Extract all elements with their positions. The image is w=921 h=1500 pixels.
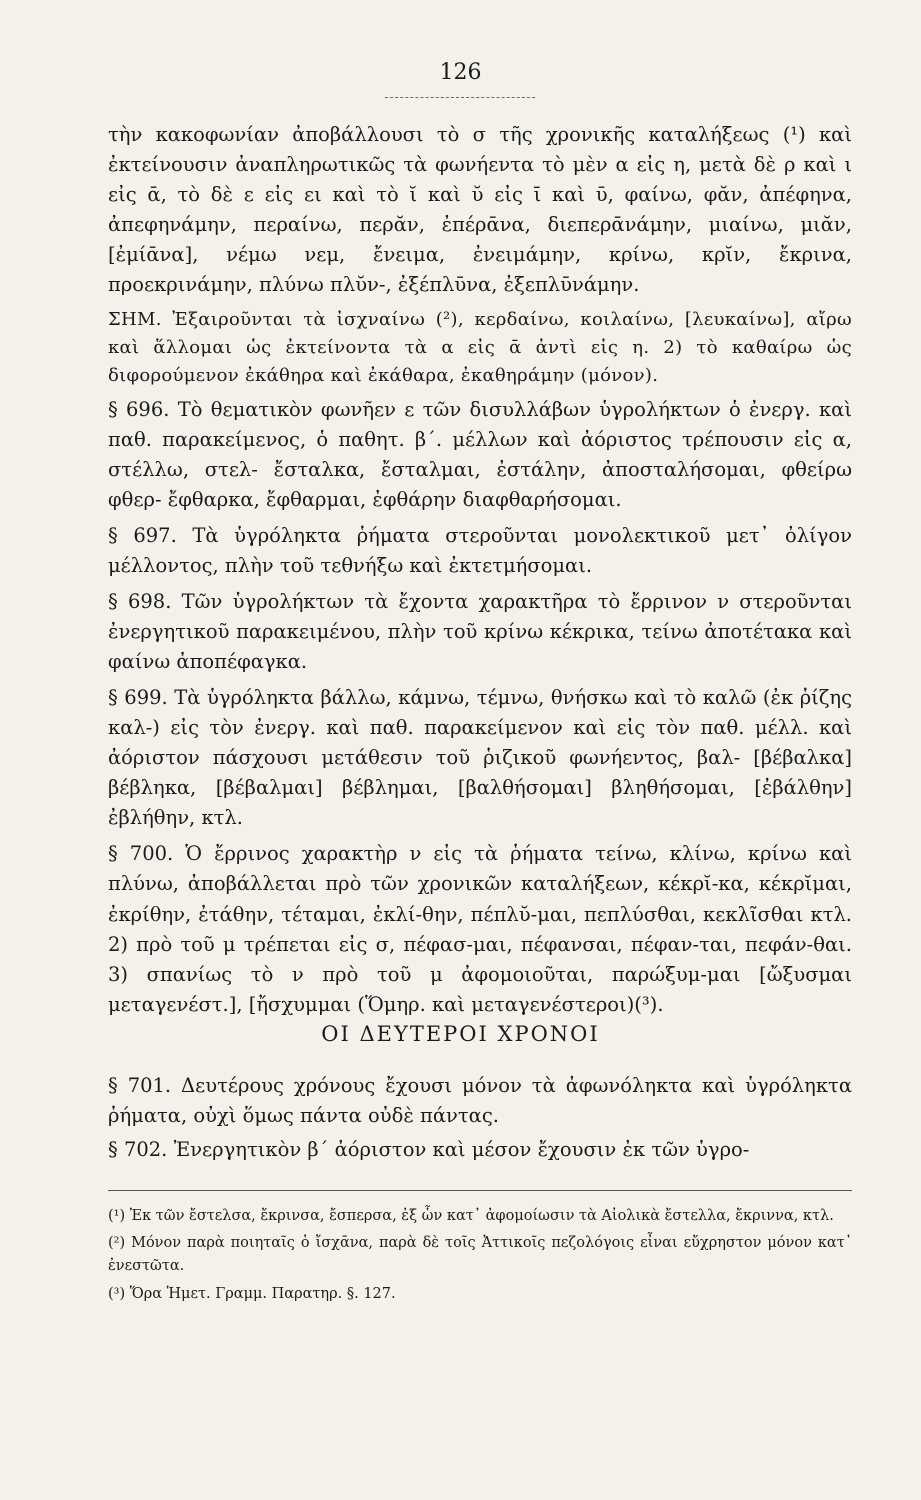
footnotes bbox=[108, 1205, 852, 1310]
header-ornament-rule bbox=[385, 97, 535, 98]
footnote-2: (²) Μόνον παρὰ ποιηταῖς ὁ ἴσχᾱνα, παρὰ δὲ τοῖς Ἀττικοῖς πεζολόγοις εἶναι εὔχρηστον μόνον κατ᾽ ἐνεστῶτα. bbox=[108, 1235, 852, 1275]
paragraph-note: ΣΗΜ. Ἐξαιροῦνται τὰ ἰσχναίνω (²), κερδαίνω, κοιλαίνω, [λευκαίνω], αἴρω καὶ ἅλλομαι ὡς ἐκτείνοντα τὰ α εἰς ᾱ ἀντὶ εἰς η. 2) τὸ καθαίρω ὡς διφορούμενον ἐκάθηρα καὶ ἐκάθαρα, ἐκαθηράμην (μόνον). bbox=[108, 309, 852, 386]
footnote-1: (¹) Ἐκ τῶν ἔστελσα, ἔκρινσα, ἔσπερσα, ἐξ ὧν κατ᾽ ἀφομοίωσιν τὰ Αἰολικὰ ἔστελλα, ἔκριννα, κτλ. bbox=[108, 1208, 834, 1224]
paragraph-697: § 697. Τὰ ὑγρόληκτα ῥήματα στεροῦνται μονολεκτικοῦ μετ᾽ ὀλίγον μέλλοντος, πλὴν τοῦ τεθνήξω καὶ ἐκτετμήσομαι. bbox=[108, 524, 852, 578]
paragraph-696: § 696. Τὸ θεματικὸν φωνῆεν ε τῶν δισυλλάβων ὑγρολήκτων ὁ ἐνεργ. καὶ παθ. παρακείμενος, ὁ παθητ. β΄. μέλλων καὶ ἀόριστος τρέπουσιν εἰς α, στέλλω, στελ- ἔσταλκα, ἔσταλμαι, ἐστάλην, ἀποσταλήσομαι, φθείρω φθερ- ἔφθαρκα, ἔφθαρμαι, ἐφθάρην διαφθαρήσομαι. bbox=[108, 398, 852, 512]
footnote-divider bbox=[108, 1190, 852, 1191]
paragraph-699: § 699. Τὰ ὑγρόληκτα βάλλω, κάμνω, τέμνω, θνήσκω καὶ τὸ καλῶ (ἐκ ῥίζης καλ-) εἰς τὸν ἐνεργ. καὶ παθ. παρακείμενον καὶ εἰς τὸν παθ. μέλλ. καὶ ἀόριστον πάσχουσι μετάθεσιν τοῦ ῥιζικοῦ φωνήεντος, βαλ- [βέβαλκα] βέβληκα, [βέβαλμαι] βέβλημαι, [βαλθήσομαι] βληθήσομαι, [ἐβάλθην] ἐβλήθην, κτλ. bbox=[108, 686, 852, 830]
footnote-3: (³) Ὅρα Ἡμετ. Γραμμ. Παρατηρ. §. 127. bbox=[108, 1285, 396, 1302]
section-heading: ΟΙ ΔΕΥΤΕΡΟΙ ΧΡΟΝΟΙ bbox=[321, 1022, 600, 1046]
main-text-continued bbox=[108, 1071, 852, 1169]
paragraph-intro: τὴν κακοφωνίαν ἀποβάλλουσι τὸ σ τῆς χρονικῆς καταλήξεως (¹) καὶ ἐκτείνουσιν ἀναπληρωτικῶς τὰ φωνήεντα τὸ μὲν α εἰς η, μετὰ δὲ ρ καὶ ι εἰς ᾱ, τὸ δὲ ε εἰς ει καὶ τὸ ῐ καὶ ῠ εἰς ῑ καὶ ῡ, φαίνω, φᾰν, ἀπέφηνα, ἀπεφηνάμην, περαίνω, περᾰν, ἐπέρᾱνα, διεπερᾱνάμην, μιαίνω, μιᾰν, [ἐμίᾱνα], νέμω νεμ, ἔνειμα, ἐνειμάμην, κρίνω, κρῐν, ἔκρινα, προεκρινάμην, πλύνω πλῠν-, ἐξέπλῡνα, ἐξεπλῡνάμην. bbox=[108, 123, 852, 297]
paragraph-702: § 702. Ἐνεργητικὸν β΄ ἀόριστον καὶ μέσον ἔχουσιν ἐκ τῶν ὑγρο- bbox=[108, 1138, 750, 1162]
paragraph-698: § 698. Τῶν ὑγρολήκτων τὰ ἔχοντα χαρακτῆρα τὸ ἔρρινον ν στεροῦνται ἐνεργητικοῦ παρακειμένου, πλὴν τοῦ κρίνω κέκρικα, τείνω ἀποτέτακα καὶ φαίνω ἀποπέφαγκα. bbox=[108, 590, 852, 674]
paragraph-701: § 701. Δευτέρους χρόνους ἔχουσι μόνον τὰ ἀφωνόληκτα καὶ ὑγρόληκτα ῥήματα, οὐχὶ ὅμως πάντα οὐδὲ πάντας. bbox=[108, 1074, 852, 1128]
page-number: 126 bbox=[439, 60, 482, 85]
main-text bbox=[108, 120, 852, 1026]
paragraph-700: § 700. Ὁ ἔρρινος χαρακτὴρ ν εἰς τὰ ῥήματα τείνω, κλίνω, κρίνω καὶ πλύνω, ἀποβάλλεται πρὸ τῶν χρονικῶν καταλήξεων, κέκρῐ-κα, κέκρῐμαι, ἐκρίθην, ἐτάθην, τέταμαι, ἐκλί-θην, πέπλῠ-μαι, πεπλύσθαι, κεκλῖσθαι κτλ. 2) πρὸ τοῦ μ τρέπεται εἰς σ, πέφασ-μαι, πέφανσαι, πέφαν-ται, πεφάν-θαι. 3) σπανίως τὸ ν πρὸ τοῦ μ ἀφομοιοῦται, παρώξυμ-μαι [ὤξυσμαι μεταγενέστ.], [ἤσχυμμαι (Ὅμηρ. καὶ μεταγενέστεροι)(³). bbox=[108, 842, 852, 1016]
